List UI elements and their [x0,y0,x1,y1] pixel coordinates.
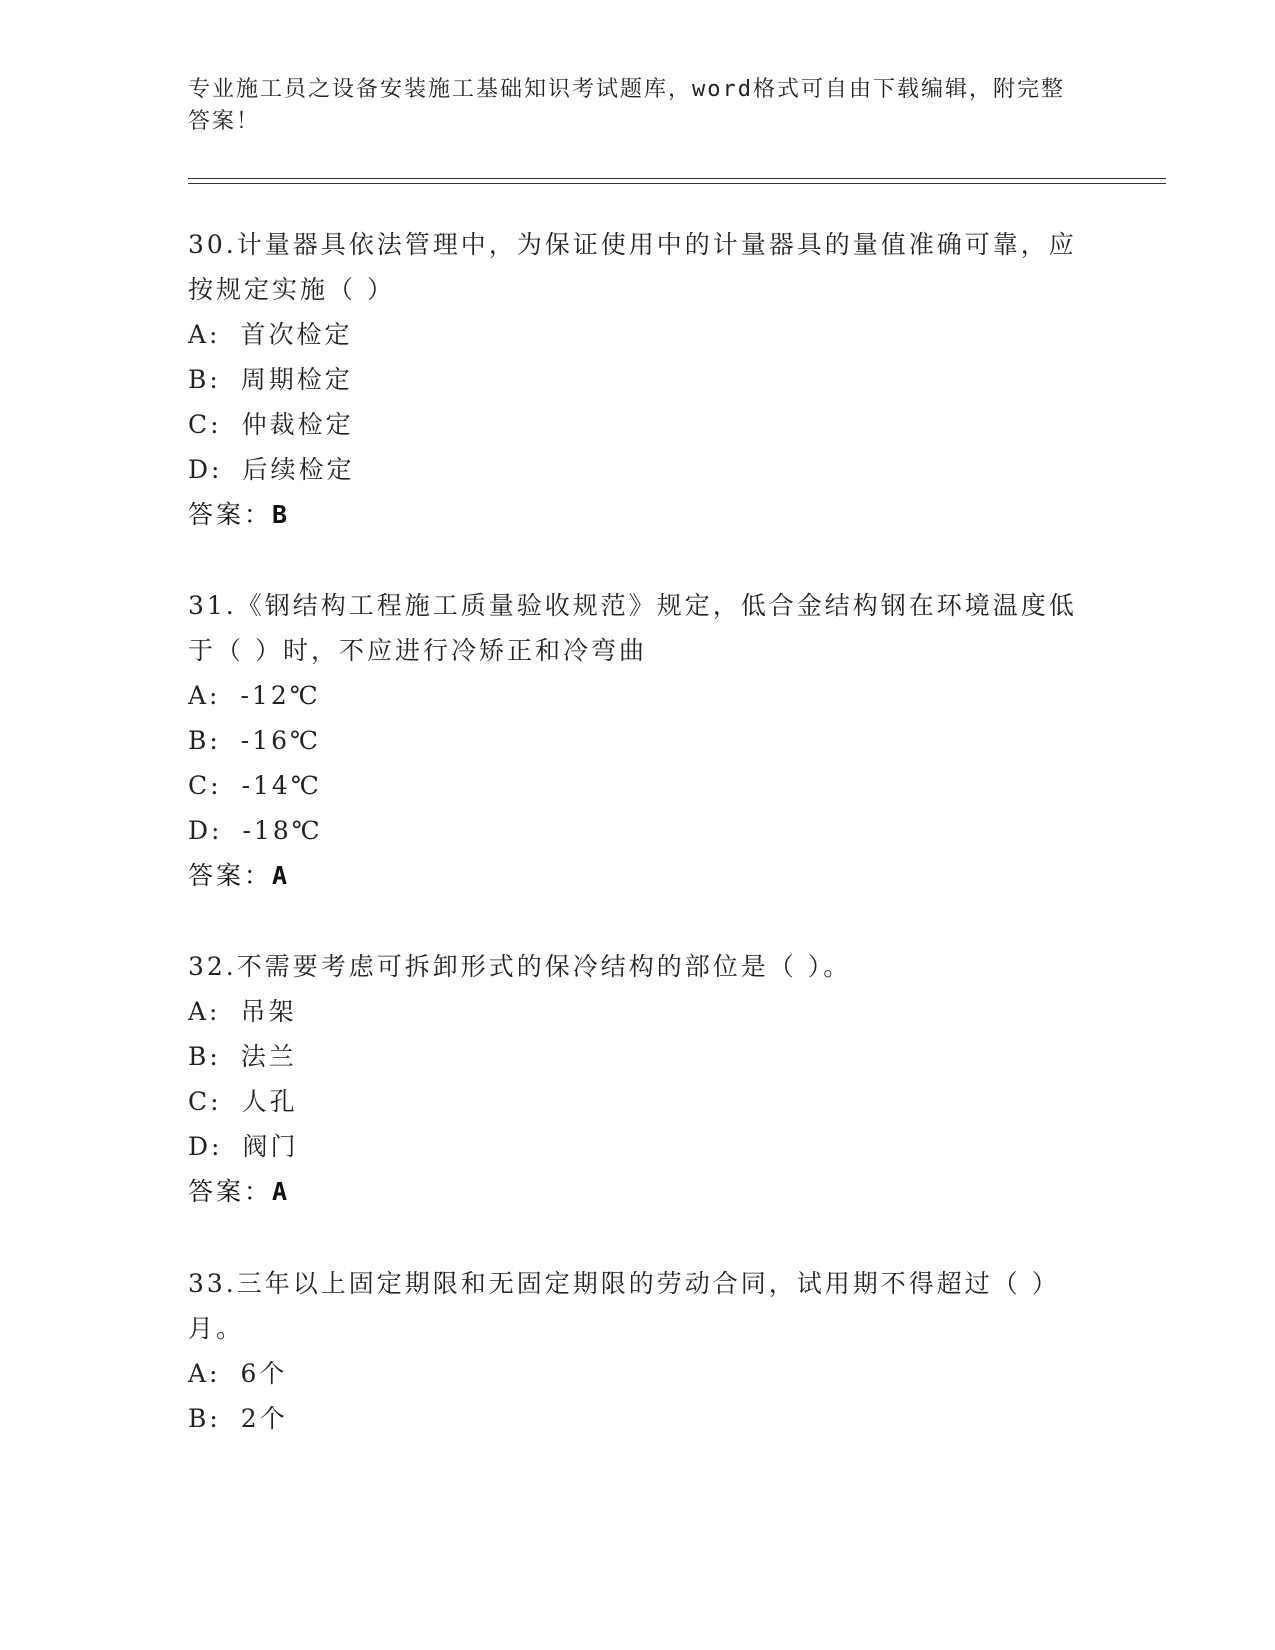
option-a [188,673,1088,718]
option-text: 仲裁检定 [241,410,354,439]
question-text: 30.计量器具依法管理中，为保证使用中的计量器具的量值准确可靠，应按规定实施（ ） [188,230,1077,304]
option-letter: A: [188,320,221,349]
option-letter: A: [188,1359,221,1388]
option-letter: D: [188,455,223,484]
option-letter: D: [188,816,223,845]
option-letter: C: [188,1087,222,1116]
option-d [188,447,1088,492]
option-text: -14℃ [241,771,322,800]
question-text: 31.《钢结构工程施工质量验收规范》规定，低合金结构钢在环境温度低于（ ）时，不应进行冷矫正和冷弯曲 [188,591,1077,665]
option-text: 2个 [240,1404,288,1433]
option-b [188,718,1088,763]
option-letter: B: [188,1042,221,1071]
option-d [188,1124,1088,1169]
header-divider-bottom [188,183,1166,184]
option-b [188,1034,1088,1079]
document-intro: 专业施工员之设备安装施工基础知识考试题库，word格式可自由下载编辑，附完整答案！ [188,77,1065,134]
option-d [188,808,1088,853]
option-a [188,312,1088,357]
answer-label: 答案： [188,861,273,890]
answer-line [188,1169,1088,1214]
option-text: 周期检定 [240,365,353,394]
option-text: 法兰 [240,1042,297,1071]
question-33 [188,1261,1088,1441]
header-divider-top [188,178,1166,179]
option-letter: A: [188,997,221,1026]
option-b [188,357,1088,402]
answer-line [188,492,1088,537]
question-32 [188,944,1088,1214]
option-letter: C: [188,410,222,439]
option-text: 人孔 [241,1087,298,1116]
question-text: 33.三年以上固定期限和无固定期限的劳动合同，试用期不得超过（ ）月。 [188,1269,1060,1343]
question-31 [188,583,1088,898]
option-c [188,1079,1088,1124]
question-text: 32.不需要考虑可拆卸形式的保冷结构的部位是（ ）。 [188,952,852,981]
option-a [188,1351,1088,1396]
answer-line [188,853,1088,898]
option-a [188,989,1088,1034]
option-letter: B: [188,1404,221,1433]
option-text: -16℃ [240,726,322,755]
option-text: 6个 [240,1359,288,1388]
option-letter: B: [188,726,221,755]
option-letter: B: [188,365,221,394]
answer-value: A [272,861,291,890]
option-text: 后续检定 [242,455,355,484]
option-letter: C: [188,771,222,800]
option-text: -18℃ [242,816,323,845]
answer-value: A [272,1177,291,1206]
option-letter: D: [188,1132,223,1161]
option-letter: A: [188,681,221,710]
answer-label: 答案： [188,500,273,529]
option-text: 阀门 [242,1132,299,1161]
option-text: -12℃ [240,681,321,710]
option-c [188,763,1088,808]
option-text: 首次检定 [240,320,353,349]
option-c [188,402,1088,447]
answer-value: B [272,500,291,529]
question-30 [188,222,1088,537]
option-b [188,1396,1088,1441]
option-text: 吊架 [240,997,297,1026]
answer-label: 答案： [188,1177,273,1206]
